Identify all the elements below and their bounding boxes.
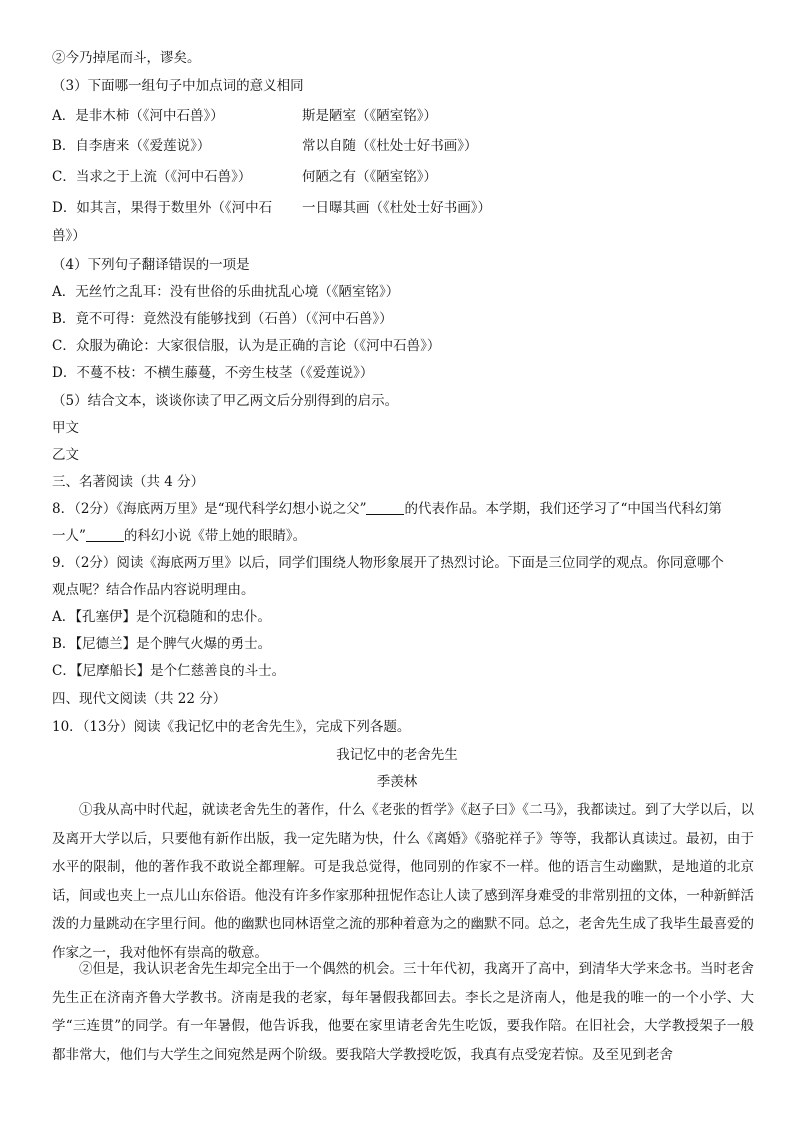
- q4-option-b: B．竟不可得：竟然没有能够找到（石兽）（《河中石兽》）: [52, 311, 393, 327]
- question-3-stem: （3）下面哪一组句子中加点词的意义相同: [52, 78, 304, 94]
- question-8-line2: 一人” 的科幻小说《带上她的眼睛》。: [52, 528, 307, 544]
- q4-option-c: C．众服为确论：大家很信服，认为是正确的言论（《河中石兽》）: [52, 338, 441, 354]
- question-5-stem: （5）结合文本，谈谈你读了甲乙两文后分别得到的启示。: [52, 393, 399, 409]
- answer-blank[interactable]: [86, 527, 124, 542]
- section-heading-3: 三、名著阅读（共 4 分）: [52, 474, 205, 490]
- q4-option-d: D．不蔓不枝：不横生藤蔓，不旁生枝茎（《爱莲说》）: [52, 365, 374, 381]
- q3-option-b-left: B．自李唐来（《爱莲说》）: [52, 138, 211, 154]
- q3-option-d-wrap: 兽》）: [52, 228, 86, 244]
- q9-option-c: C．【尼摩船长】是个仁慈善良的斗士。: [52, 663, 286, 679]
- q3-option-b-right: 常以自随（《杜处士好书画》）: [302, 138, 478, 154]
- question-9-line1: 9．（2分）阅读《海底两万里》以后，同学们围绕人物形象展开了热烈讨论。下面是三位同学的观点。你同意哪个: [52, 555, 724, 571]
- article-title: 我记忆中的老舍先生: [336, 747, 458, 763]
- answer-blank[interactable]: [366, 500, 404, 515]
- question-4-stem: （4）下列句子翻译错误的一项是: [52, 257, 250, 273]
- q3-option-c-right: 何陋之有（《陋室铭》）: [302, 169, 437, 185]
- q3-option-c-left: C．当求之于上流（《河中石兽》）: [52, 169, 252, 185]
- q9-option-a: A．【孔塞伊】是个沉稳随和的忠仆。: [52, 609, 271, 625]
- article-paragraph-2: ②但是，我认识老舍先生却完全出于一个偶然的机会。三十年代初，我离开了高中，到清华大学来念书。当时老舍先生正在济南齐鲁大学教书。济南是我的老家，每年暑假我都回去。李长之是济南人，他是我的唯一的一个小学、大学“三连贯”的同学。有一年暑假，他告诉我，他要在家里请老舍先生吃饭，要我作陪。在旧社会，大学教授架子一般都非常大，他们与大学生之间宛然是两个阶级。要我陪大学教授吃饭，我真有点受宠若惊。及至见到老舍: [52, 961, 754, 1063]
- question-9-line2: 观点呢？结合作品内容说明理由。: [52, 582, 255, 598]
- q3-option-a-left: A．是非木柿（《河中石兽》）: [52, 108, 224, 124]
- q9-option-b: B．【尼德兰】是个脾气火爆的勇士。: [52, 636, 272, 652]
- article-author: 季羡林: [376, 774, 418, 790]
- article-paragraph-1: ①我从高中时代起，就读老舍先生的著作，什么《老张的哲学》《赵子曰》《二马》，我都读过。到了大学以后，以及离开大学以后，只要他有新作出版，我一定先睹为快，什么《离婚》《骆驼祥子》等等，我都认真读过。最初，由于水平的限制，他的著作我不敢说全都理解。可是我总觉得，他同别的作家不一样。他的语言生动幽默，是地道的北京话，间或也夹上一点儿山东俗语。他没有许多作家那种扭怩作态让人读了感到浑身难受的非常别扭的文体，一种新鲜活泼的力量跳动在字里行间。他的幽默也同林语堂之流的那种着意为之的幽默不同。总之，老舍先生成了我毕生最喜爱的作家之一，我对他怀有崇高的敬意。: [52, 802, 754, 961]
- q3-option-d-left: D．如其言，果得于数里外（《河中石: [52, 200, 273, 216]
- answer-label-jia: 甲文: [52, 420, 79, 436]
- q3-option-d-right: 一日曝其画（《杜处士好书画》）: [302, 200, 491, 216]
- text-line: ②今乃掉尾而斗，谬矣。: [52, 50, 201, 66]
- q3-option-a-right: 斯是陋室（《陋室铭》）: [302, 108, 437, 124]
- answer-label-yi: 乙文: [52, 447, 79, 463]
- question-8-line1: 8．（2分）《海底两万里》是“现代科学幻想小说之父” 的代表作品。本学期，我们还学习了“中国当代科幻第: [52, 501, 722, 517]
- section-heading-4: 四、现代文阅读（共 22 分）: [52, 691, 227, 707]
- question-10-stem: 10．（13分）阅读《我记忆中的老舍先生》，完成下列各题。: [52, 719, 411, 735]
- q4-option-a: A．无丝竹之乱耳：没有世俗的乐曲扰乱心境（《陋室铭》）: [52, 284, 400, 300]
